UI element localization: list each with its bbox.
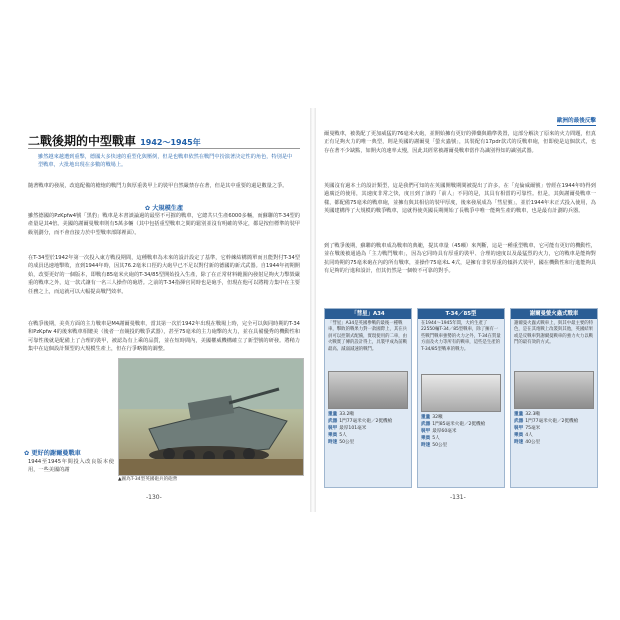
subheading-text: 更好的謝爾曼戰車 [31, 450, 81, 457]
spec-card-t34-85 [417, 308, 505, 488]
paragraph-5: 1944至1945年間投入改良版本使用，一些美國的謝 [28, 459, 114, 474]
spec-value: 33.2噸 [339, 412, 355, 417]
spec-key: 武器 [421, 422, 431, 427]
spec-value: 40公里 [525, 440, 541, 445]
spec-row [514, 418, 594, 425]
spec-value: 1門85毫米火砲／2挺機槍 [432, 422, 486, 427]
spec-row [421, 442, 501, 449]
spec-value: 4人 [525, 433, 533, 438]
spec-key: 重量 [421, 415, 431, 420]
figure-caption: ▲圖為T-34型英國砲兵的砲營 [118, 477, 178, 482]
spec-value: 50公里 [339, 440, 355, 445]
paragraph-3: 在T-34型於1942年第一次投入東方戰役期間，這種戰車為未來的設計設定了基準，它幹練結構簡單而且能對付T-34型的成員迅速地擊敗，直到1944年時，因其76.2毫米口徑的大砲早已不足以對付新的德國的新式武器。自1944年初期開始，改要更好的一個版本，即戰有85毫米火砲的T-34/85型開始投入生產，除了在正常材料範圍內發射足夠火力擊毀嚴重的戰車之外，這一款式讓有一名三人操作的砲塔。之前的T-34指揮官同時也是砲手，但現在他可以將精力集中在主要任務之上，而這就可以大幅提高戰鬥效率。 [28, 255, 300, 295]
spec-card-sherman-firefly [510, 308, 598, 488]
spec-row [328, 439, 408, 446]
spec-row [328, 425, 408, 432]
spec-key: 裝甲 [421, 429, 431, 434]
spec-value: 最厚60毫米 [432, 429, 457, 434]
spec-key: 乘員 [421, 436, 431, 441]
card-title: 「彗星」A34 [325, 309, 411, 319]
page-title-text: 二戰後期的中型戰車 [28, 134, 137, 148]
spec-value: 5人 [339, 433, 347, 438]
spec-row [328, 411, 408, 418]
paragraph-r1: 爾曼戰車，被裝配了更加威猛的76毫米火砲，並開始擁有更好的彈藥與瞄準裝置，這部分解決了原來的火力問題，但真正有足夠火力的唯一典型，則是英國的謝爾曼「螢火蟲號」，其裝配有17pdr款式的反戰車砲，但即使是這個款式，也存在著不少缺點，如開火的速率太慢，因此其經常被謝爾曼戰車當作為識別得知的識別武器。 [324, 131, 596, 154]
spec-key: 重量 [514, 412, 524, 417]
card-title: 謝爾曼螢火蟲式戰車 [511, 309, 597, 319]
spec-value: 32.3噸 [525, 412, 541, 417]
spec-row [421, 428, 501, 435]
card-description: 在1944～1945年間，大約生產了22550輛T-34／85型戰車，除了擁有一些戰鬥戰車強勢的火力之外，T-34在質量方面及火力等所有的戰車，這些是生產的T-34/85型戰車的戰力。 [421, 321, 501, 352]
paragraph-4b [28, 358, 114, 448]
book-spread [18, 108, 602, 512]
chapter-tag: 歐洲的最後反擊 [556, 118, 596, 124]
paragraph-4a: 在戰爭後期，美英方面的主力戰車是M4謝爾曼戰車，當其第一次於1942年出現在戰場上時，完全可以與同時期的T-34和PzKpfw 4的後來戰車相媲美（後者一直競投的戰爭武器），甚至75毫米的主力砲擊的火力，並在具備優秀的機動性和可靠性後就是配備上了合理的裝甲，被認為有上乘的品質，並在短時間內，美國權威機構確立了新型號的研發。將稍力集中在這個設計類型的大規模生產上，但在行爭略微的調整。 [28, 321, 300, 353]
tank-photo [118, 358, 304, 476]
paragraph-1: 隨著戰車的發展，改進配備的槍炮的戰鬥力與厚重裝甲上的裝甲自然嚴禁存在著，但是其中重要的還是數量之爭。 [28, 183, 288, 189]
spec-key: 乘員 [328, 433, 338, 438]
tank-illustration [119, 359, 303, 475]
card-specs [511, 409, 597, 448]
spec-value: 50公里 [432, 443, 448, 448]
card-title: T-34／85型 [418, 309, 504, 319]
intro-text: 雖然越來越遭到重擊，德國大多快速的重型化與壓倒，但是也戰車依然在戰鬥中扮演著決定性的角色，特別是中型戰車，大批地出現在多數的戰場上。 [38, 154, 293, 169]
spec-value: 最厚101毫米 [339, 426, 367, 431]
left-page [18, 108, 310, 512]
spec-row [421, 421, 501, 428]
spec-key: 時速 [328, 440, 338, 445]
paragraph-2: 雖然德國的PzKpfw4號「黑豹」戰車是本書談論過的最堅不可摧的戰車，它總共只生產6000多輛，而蘇聯的T-34型的產量是其4倍。美國的謝爾曼戰車則有5萬多輛（其中包括重型戰車之間的鬆別並沒有明確的界定，都是按但標準的裝甲級別劃分，而不會直接力於中型戰車部隊裡面）。 [28, 213, 300, 236]
spec-row [328, 432, 408, 439]
card-specs [418, 412, 504, 451]
spec-row [421, 435, 501, 442]
spec-key: 裝甲 [328, 426, 338, 431]
spec-key: 武器 [514, 419, 524, 424]
tank-spec-cards [324, 308, 596, 486]
tank-photo-t34 [421, 374, 501, 412]
page-number-right: -131- [450, 494, 466, 501]
spec-key: 裝甲 [514, 426, 524, 431]
spec-card-comet [324, 308, 412, 488]
spec-value: 5人 [432, 436, 440, 441]
spec-row [514, 411, 594, 418]
card-description: 謝爾曼火蟲式戰車上，與其中最主要的特色，是在其炮戰上改裝與其他，英國結果或是反戰車對謝爾曼戰車的強力火力以戰鬥的最有效的方式。 [514, 321, 594, 346]
subheading-text: 大規模生產 [152, 205, 184, 212]
spec-key: 重量 [328, 412, 338, 417]
page-number-left: -130- [146, 494, 162, 501]
spec-value: 75毫米 [525, 426, 541, 431]
title-years: 1942～1945年 [140, 138, 201, 147]
tank-photo-firefly [514, 371, 594, 409]
spec-row [328, 418, 408, 425]
card-description: 「彗星」A34是英國參戰的最後一種戰車，擊敗的戰果力對一款國際上，其在兵員可以控制式配備，實現使用的二車，由火戰實了傳的設計得上，具裝甲成為前戰最高、減弱減速的戰鬥。 [328, 321, 408, 352]
page-title [28, 132, 201, 149]
star-icon: ✿ [144, 205, 153, 212]
title-divider [28, 148, 300, 149]
spec-row [514, 439, 594, 446]
subheading-better-sherman [24, 448, 114, 457]
paragraph-r3: 到了戰爭後期，蘇聯的戰車成為戰車的典範，提其車量（45噸）來判斷，這是一種重型戰車，它可能有更好的機動性，並在戰後被通過為「主力戰鬥戰車」，因為它同時具有厚重的裝甲、合理的速度以及最猛烈的火力，它的戰車是能夠對抗同時期的75毫米砲在內的所有戰車，並操作75毫米L 4式，是擁有非常厚重的傾斜式裝甲，國在機動性和行進能夠具有足夠的行進和設計，但其仍然是一個較不可靠的對手。 [324, 243, 596, 275]
card-specs [325, 409, 411, 448]
paragraph-r2: 英國沒有過本土的設計類型，這是我們可知的在英國開戰期間被提出了許多，在「克倫威爾號」曾經在1944年時得到過廣泛的使用，其速度非常之快，度且到了該的「前人」不同的是，其具有相當的可靠性。但是，其與謝爾曼戰車一樣，都配備75毫米的戰車砲，並擁有與其相信的裝甲厚度，後來發展成為「彗星號」，並於1944年末正式投入使用，為英國建構得了大規模的戰爭戰車，這就得使英國長期開始了長戰爭中唯一能夠生產的戰車，也是最有計劃的兵器。 [324, 183, 596, 215]
spec-row [514, 425, 594, 432]
spec-key: 時速 [421, 443, 431, 448]
spec-value: 1門77毫米火砲／2挺機槍 [525, 419, 579, 424]
star-icon: ✿ [24, 450, 32, 457]
spec-key: 乘員 [514, 433, 524, 438]
right-page [316, 108, 602, 512]
spec-value: 32噸 [432, 415, 443, 420]
tank-photo-comet [328, 371, 408, 409]
spec-key: 時速 [514, 440, 524, 445]
spec-key: 武器 [328, 419, 338, 424]
subheading-mass-production [28, 203, 300, 212]
spec-row [514, 432, 594, 439]
spec-value: 1門77毫米火砲／2挺機槍 [339, 419, 393, 424]
spec-row [421, 414, 501, 421]
